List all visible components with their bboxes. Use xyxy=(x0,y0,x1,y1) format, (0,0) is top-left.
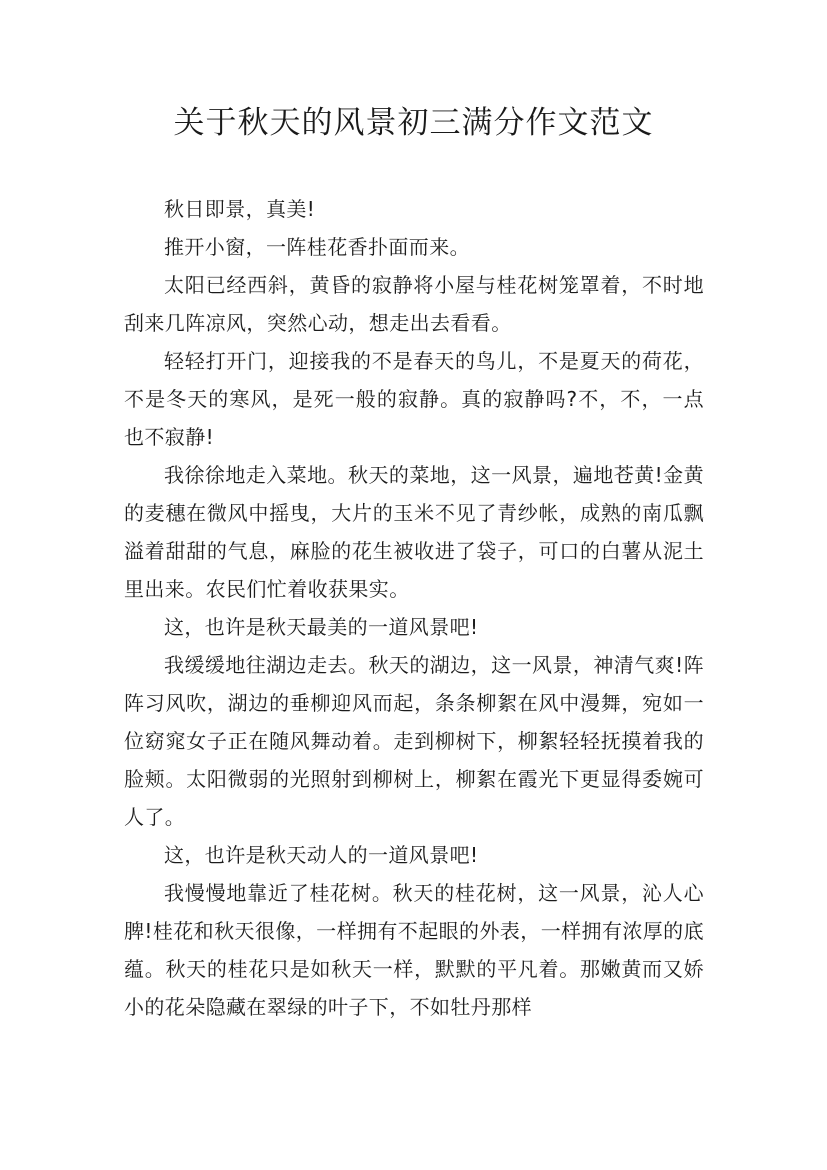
paragraph: 我缓缓地往湖边走去。秋天的湖边，这一风景，神清气爽!阵阵习风吹，湖边的垂柳迎风而起，条条柳絮在风中漫舞，宛如一位窈窕女子正在随风舞动着。走到柳树下，柳絮轻轻抚摸着我的脸颊。太阳微弱的光照射到柳树上，柳絮在霞光下更显得委婉可人了。 xyxy=(124,653,704,829)
paragraph: 我慢慢地靠近了桂花树。秋天的桂花树，这一风景，沁人心脾!桂花和秋天很像，一样拥有不起眼的外表，一样拥有浓厚的底蕴。秋天的桂花只是如秋天一样，默默的平凡着。那嫩黄而又娇小的花朵隐藏在翠绿的叶子下，不如牡丹那样 xyxy=(124,881,704,1019)
paragraph: 推开小窗，一阵桂花香扑面而来。 xyxy=(164,235,470,259)
paragraph: 轻轻打开门，迎接我的不是春天的鸟儿，不是夏天的荷花，不是冬天的寒风，是死一般的寂静。真的寂静吗?不，不，一点也不寂静! xyxy=(124,349,704,449)
paragraph: 太阳已经西斜，黄昏的寂静将小屋与桂花树笼罩着，不时地刮来几阵凉风，突然心动，想走出去看看。 xyxy=(124,273,704,335)
document-body xyxy=(124,190,704,1026)
paragraph: 这，也许是秋天最美的一道风景吧! xyxy=(164,615,479,639)
paragraph: 我徐徐地走入菜地。秋天的菜地，这一风景，遍地苍黄!金黄的麦穗在微风中摇曳，大片的玉米不见了青纱帐，成熟的南瓜飘溢着甜甜的气息，麻脸的花生被收进了袋子，可口的白薯从泥土里出来。农民们忙着收获果实。 xyxy=(124,463,704,601)
paragraph: 秋日即景，真美! xyxy=(164,197,316,221)
paragraph: 这，也许是秋天动人的一道风景吧! xyxy=(164,843,479,867)
document-title: 关于秋天的风景初三满分作文范文 xyxy=(173,105,654,141)
